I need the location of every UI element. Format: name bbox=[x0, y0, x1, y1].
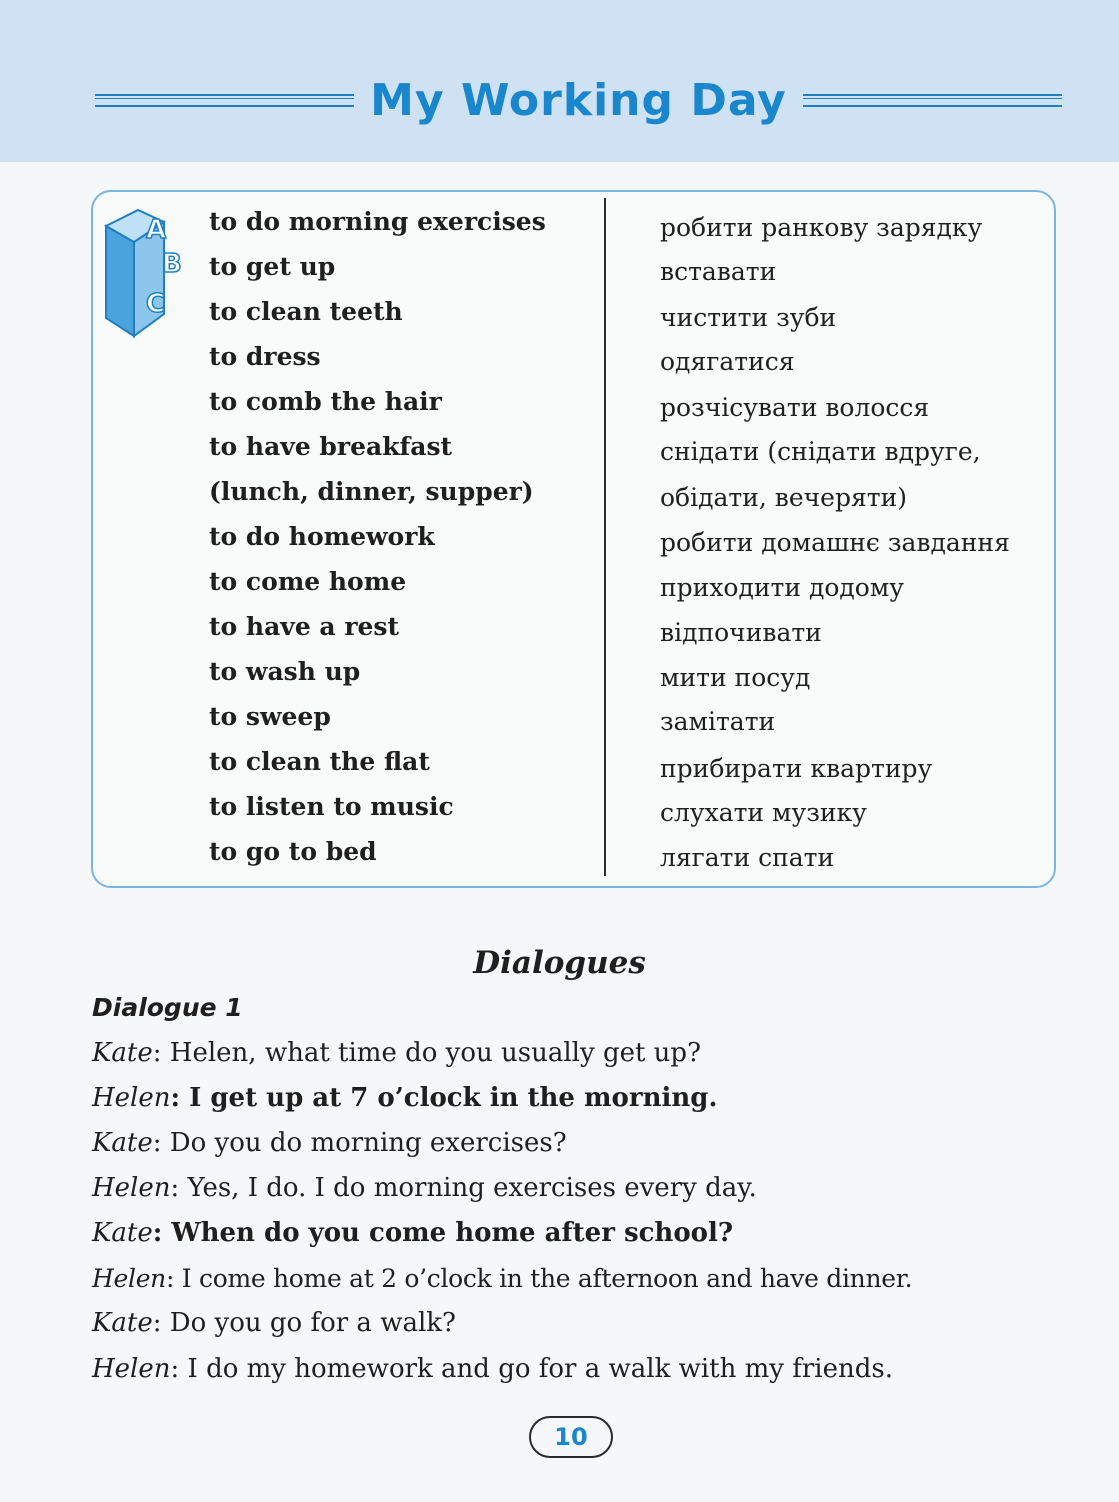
page-number: 10 bbox=[529, 1416, 613, 1458]
title-rule-right bbox=[803, 94, 1062, 107]
abc-letter-a: A bbox=[146, 215, 167, 245]
line-text: : Do you do morning exercises? bbox=[152, 1128, 567, 1158]
vocab-en-item: to go to bed bbox=[209, 837, 377, 866]
vocab-en-item: to clean teeth bbox=[209, 297, 403, 326]
dialogue-line bbox=[92, 1216, 733, 1250]
speaker-name: Helen bbox=[92, 1354, 171, 1384]
page-header bbox=[95, 70, 1062, 130]
vocab-ua-item: робити ранкову зарядку bbox=[660, 213, 983, 242]
vocab-en-item: (lunch, dinner, supper) bbox=[209, 477, 534, 506]
vocab-ua-item: слухати музику bbox=[660, 798, 867, 827]
speaker-name: Kate bbox=[92, 1128, 153, 1158]
speaker-name: Kate bbox=[92, 1218, 153, 1248]
dialogue-title: Dialogue 1 bbox=[92, 993, 243, 1022]
dialogue-line bbox=[92, 1306, 456, 1340]
speaker-name: Helen bbox=[92, 1264, 166, 1293]
vocab-ua-item: мити посуд bbox=[660, 663, 811, 692]
vocabulary-divider bbox=[604, 198, 606, 876]
line-text: : Do you go for a walk? bbox=[152, 1308, 456, 1338]
dialogue-line bbox=[92, 1126, 567, 1160]
vocab-en-item: to come home bbox=[209, 567, 407, 596]
abc-book-icon bbox=[104, 208, 194, 338]
line-text: : I get up at 7 o’clock in the morning. bbox=[170, 1083, 718, 1113]
dialogue-line bbox=[92, 1171, 757, 1205]
vocab-ua-item: одягатися bbox=[660, 347, 795, 376]
abc-letter-b: B bbox=[162, 249, 182, 279]
dialogue-line bbox=[92, 1081, 718, 1115]
vocab-en-item: to do morning exercises bbox=[209, 207, 546, 236]
vocab-en-item: to get up bbox=[209, 252, 336, 281]
vocab-ua-item: робити домашнє завдання bbox=[660, 528, 1010, 557]
speaker-name: Helen bbox=[92, 1083, 171, 1113]
line-text: : I come home at 2 o’clock in the afternoon and have dinner. bbox=[166, 1264, 913, 1293]
abc-letter-c: C bbox=[146, 289, 166, 319]
vocab-en-item: to wash up bbox=[209, 657, 361, 686]
dialogue-line bbox=[92, 1036, 701, 1070]
speaker-name: Helen bbox=[92, 1173, 171, 1203]
vocab-ua-item: лягати спати bbox=[660, 843, 835, 872]
vocab-en-item: to comb the hair bbox=[209, 387, 442, 416]
dialogues-heading: Dialogues bbox=[473, 945, 646, 981]
title-rule-left bbox=[95, 94, 354, 107]
vocab-en-item: to clean the flat bbox=[209, 747, 430, 776]
line-text: : When do you come home after school? bbox=[152, 1218, 734, 1248]
vocab-en-item: to do homework bbox=[209, 522, 435, 551]
vocab-en-item: to listen to music bbox=[209, 792, 454, 821]
vocab-ua-item: відпочивати bbox=[660, 618, 822, 647]
vocab-ua-item: розчісувати волосся bbox=[660, 393, 930, 422]
vocab-ua-item: прибирати квартиру bbox=[660, 754, 933, 783]
vocab-en-item: to sweep bbox=[209, 702, 331, 731]
vocab-ua-item: вставати bbox=[660, 257, 777, 286]
vocab-ua-item: снідати (снідати вдруге, bbox=[660, 437, 981, 466]
line-text: : Yes, I do. I do morning exercises every day. bbox=[170, 1173, 757, 1203]
vocab-ua-item: замітати bbox=[660, 707, 776, 736]
vocab-en-item: to have a rest bbox=[209, 612, 400, 641]
dialogue-line bbox=[92, 1262, 912, 1296]
line-text: : I do my homework and go for a walk with my friends. bbox=[170, 1354, 893, 1384]
dialogue-line bbox=[92, 1352, 893, 1386]
line-text: : Helen, what time do you usually get up? bbox=[152, 1038, 702, 1068]
vocab-en-item: to have breakfast bbox=[209, 432, 453, 461]
vocab-en-item: to dress bbox=[209, 342, 321, 371]
speaker-name: Kate bbox=[92, 1308, 153, 1338]
speaker-name: Kate bbox=[92, 1038, 153, 1068]
vocab-ua-item: чистити зуби bbox=[660, 303, 837, 332]
page-title: My Working Day bbox=[370, 74, 787, 126]
vocab-ua-item: приходити додому bbox=[660, 573, 905, 602]
vocab-ua-item: обідати, вечеряти) bbox=[660, 483, 907, 512]
